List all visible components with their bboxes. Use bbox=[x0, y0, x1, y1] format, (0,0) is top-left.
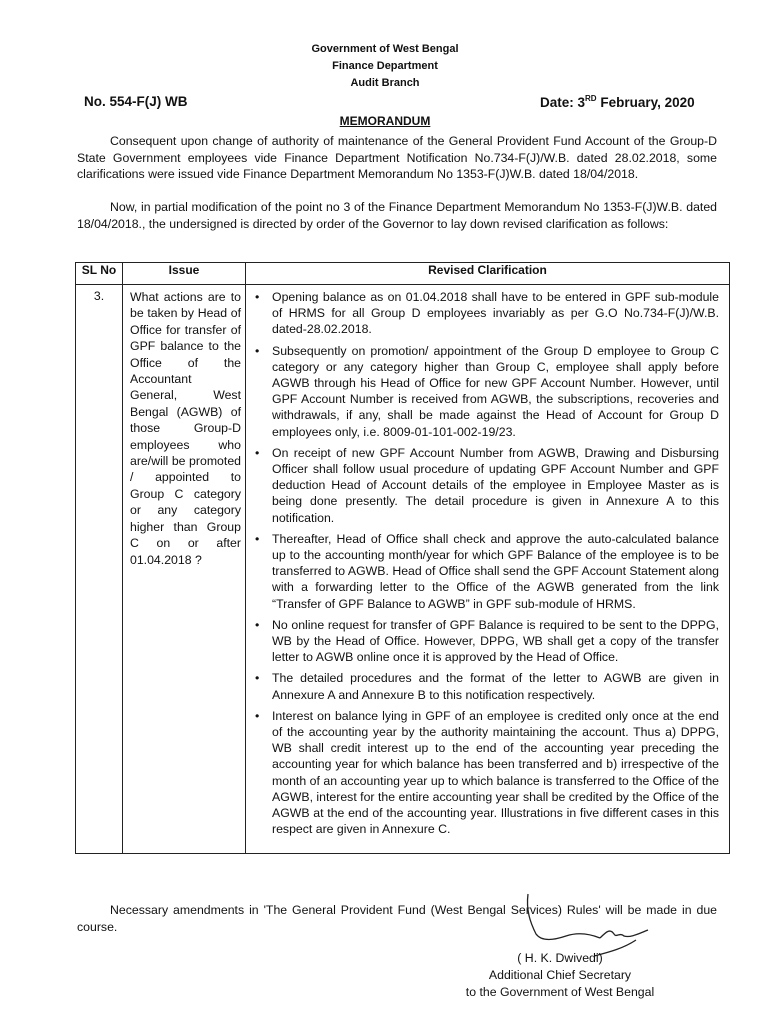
clarification-item bbox=[255, 670, 719, 702]
bullet-icon: • bbox=[255, 531, 260, 546]
clarification-item bbox=[255, 445, 719, 526]
paragraph-2 bbox=[77, 199, 717, 232]
row-issue: What actions are to be taken by Head of Office for transfer of GPF balance to the Office of the Accountant General, West Bengal (AGWB) of those Group-D employees who are/will be promoted / appointed to Group C category or any category higher than Group C on or after 01.04.2018 ? bbox=[123, 285, 246, 854]
clarification-item bbox=[255, 708, 719, 838]
clarification-text: The detailed procedures and the format of the letter to AGWB are given in Annexure A and Annexure B to this notification respectively. bbox=[272, 671, 719, 702]
header-issue: Issue bbox=[123, 263, 246, 285]
reference-number: No. 554-F(J) WB bbox=[84, 94, 188, 109]
paragraph-2-text: Now, in partial modification of the point no 3 of the Finance Department Memorandum No 1353-F(J)W.B. dated 18/04/2018., the undersigned is directed by order of the Governor to lay down revised clarification as follows: bbox=[77, 200, 717, 231]
clarification-table bbox=[75, 262, 730, 854]
clarification-text: Thereafter, Head of Office shall check and approve the auto-calculated balance up to the accounting month/year for which GPF Balance of the employee is to be transferred to AGWB. Head of Office shall send the GPF Account Statement along with a forwarding letter to the Office of the AGWB generated from the link “Transfer of GPF Balance to AGWB” in GPF sub-module of HRMS. bbox=[272, 531, 719, 611]
date-rest: February, 2020 bbox=[596, 95, 695, 110]
clarification-text: No online request for transfer of GPF Balance is required to be sent to the DPPG, WB by the Head of Office. However, DPPG, WB shall get a copy of the transfer letter to AGWB online once it is approved by the Head of Office. bbox=[272, 617, 719, 665]
bullet-icon: • bbox=[255, 671, 260, 686]
memo-title: MEMORANDUM bbox=[339, 114, 431, 128]
paragraph-1-text: Consequent upon change of authority of maintenance of the General Provident Fund Account of the Group-D State Government employees vide Finance Department Notification No.734-F(J)/W.B. dated 28.02.2018, some clarifications were issued vide Finance Department Memorandum No 1353-F(J)W.B. dated 18/04/2018. bbox=[77, 134, 717, 182]
bullet-icon: • bbox=[255, 708, 260, 723]
header-sl-no: SL No bbox=[76, 263, 123, 285]
clarification-item bbox=[255, 343, 719, 440]
clarification-list bbox=[246, 285, 729, 853]
clarification-text: Opening balance as on 01.04.2018 shall have to be entered in GPF sub-module of HRMS for all Group D employees invariably as per G.O No.734-F(J)/W.B. dated-28.02.2018. bbox=[272, 290, 719, 337]
signatory-organisation: to the Government of West Bengal bbox=[465, 985, 655, 999]
bullet-icon: • bbox=[255, 617, 260, 632]
closing-text: Necessary amendments in 'The General Provident Fund (West Bengal Services) Rules' will be made in due course. bbox=[77, 903, 717, 934]
clarification-text: Interest on balance lying in GPF of an employee is credited only once at the end of the accounting year by the authority maintaining the account. Thus a) DPPG, WB shall credit interest up to the end of the accounting year preceding the accounting year for which balance has been transferred and b) irrespective of the month of an accounting year up to which balance is transferred to the Office of the AGWB, interest for the entire accounting year shall be credited by the Office of the AGWB at the end of the accounting year. Illustrations in five different cases in this respect are given in Annexure C. bbox=[272, 708, 719, 837]
header-government: Government of West Bengal bbox=[311, 43, 459, 55]
memo-date bbox=[540, 94, 695, 110]
clarification-text: On receipt of new GPF Account Number from AGWB, Drawing and Disbursing Officer shall follow usual procedure of updating GPF Account Number and GPF deduction Head of Account details of the employee in Employee Master as is being done presently. The detail procedure is given in Annexure A to this notification. bbox=[272, 445, 719, 525]
signatory-name: ( H. K. Dwivedi) bbox=[517, 951, 603, 965]
clarification-item bbox=[255, 617, 719, 666]
table-header-row bbox=[76, 263, 730, 285]
table-row bbox=[76, 285, 730, 854]
header-revised-clarification: Revised Clarification bbox=[246, 263, 730, 285]
signatory-designation: Additional Chief Secretary bbox=[488, 968, 632, 982]
row-clarifications bbox=[246, 285, 730, 854]
bullet-icon: • bbox=[255, 445, 260, 460]
bullet-icon: • bbox=[255, 290, 260, 304]
bullet-icon: • bbox=[255, 343, 260, 358]
date-suffix: RD bbox=[585, 94, 597, 103]
header-department: Finance Department bbox=[332, 60, 438, 72]
clarification-item bbox=[255, 289, 719, 338]
row-sl-no: 3. bbox=[76, 285, 123, 854]
date-prefix: Date: 3 bbox=[540, 95, 586, 110]
paragraph-1 bbox=[77, 133, 717, 183]
header-branch: Audit Branch bbox=[350, 77, 420, 89]
clarification-text: Subsequently on promotion/ appointment of the Group D employee to Group C category or any category higher than Group C, employee shall apply before AGWB through his Head of Office for new GPF Account Number. However, until GPF Account Number is received from AGWB, the subscriptions, recoveries and withdrawals, if any, shall be made against the Head of Account for Group D employees only, i.e. 8009-01-101-002-19/23. bbox=[272, 343, 719, 439]
clarification-item bbox=[255, 531, 719, 612]
